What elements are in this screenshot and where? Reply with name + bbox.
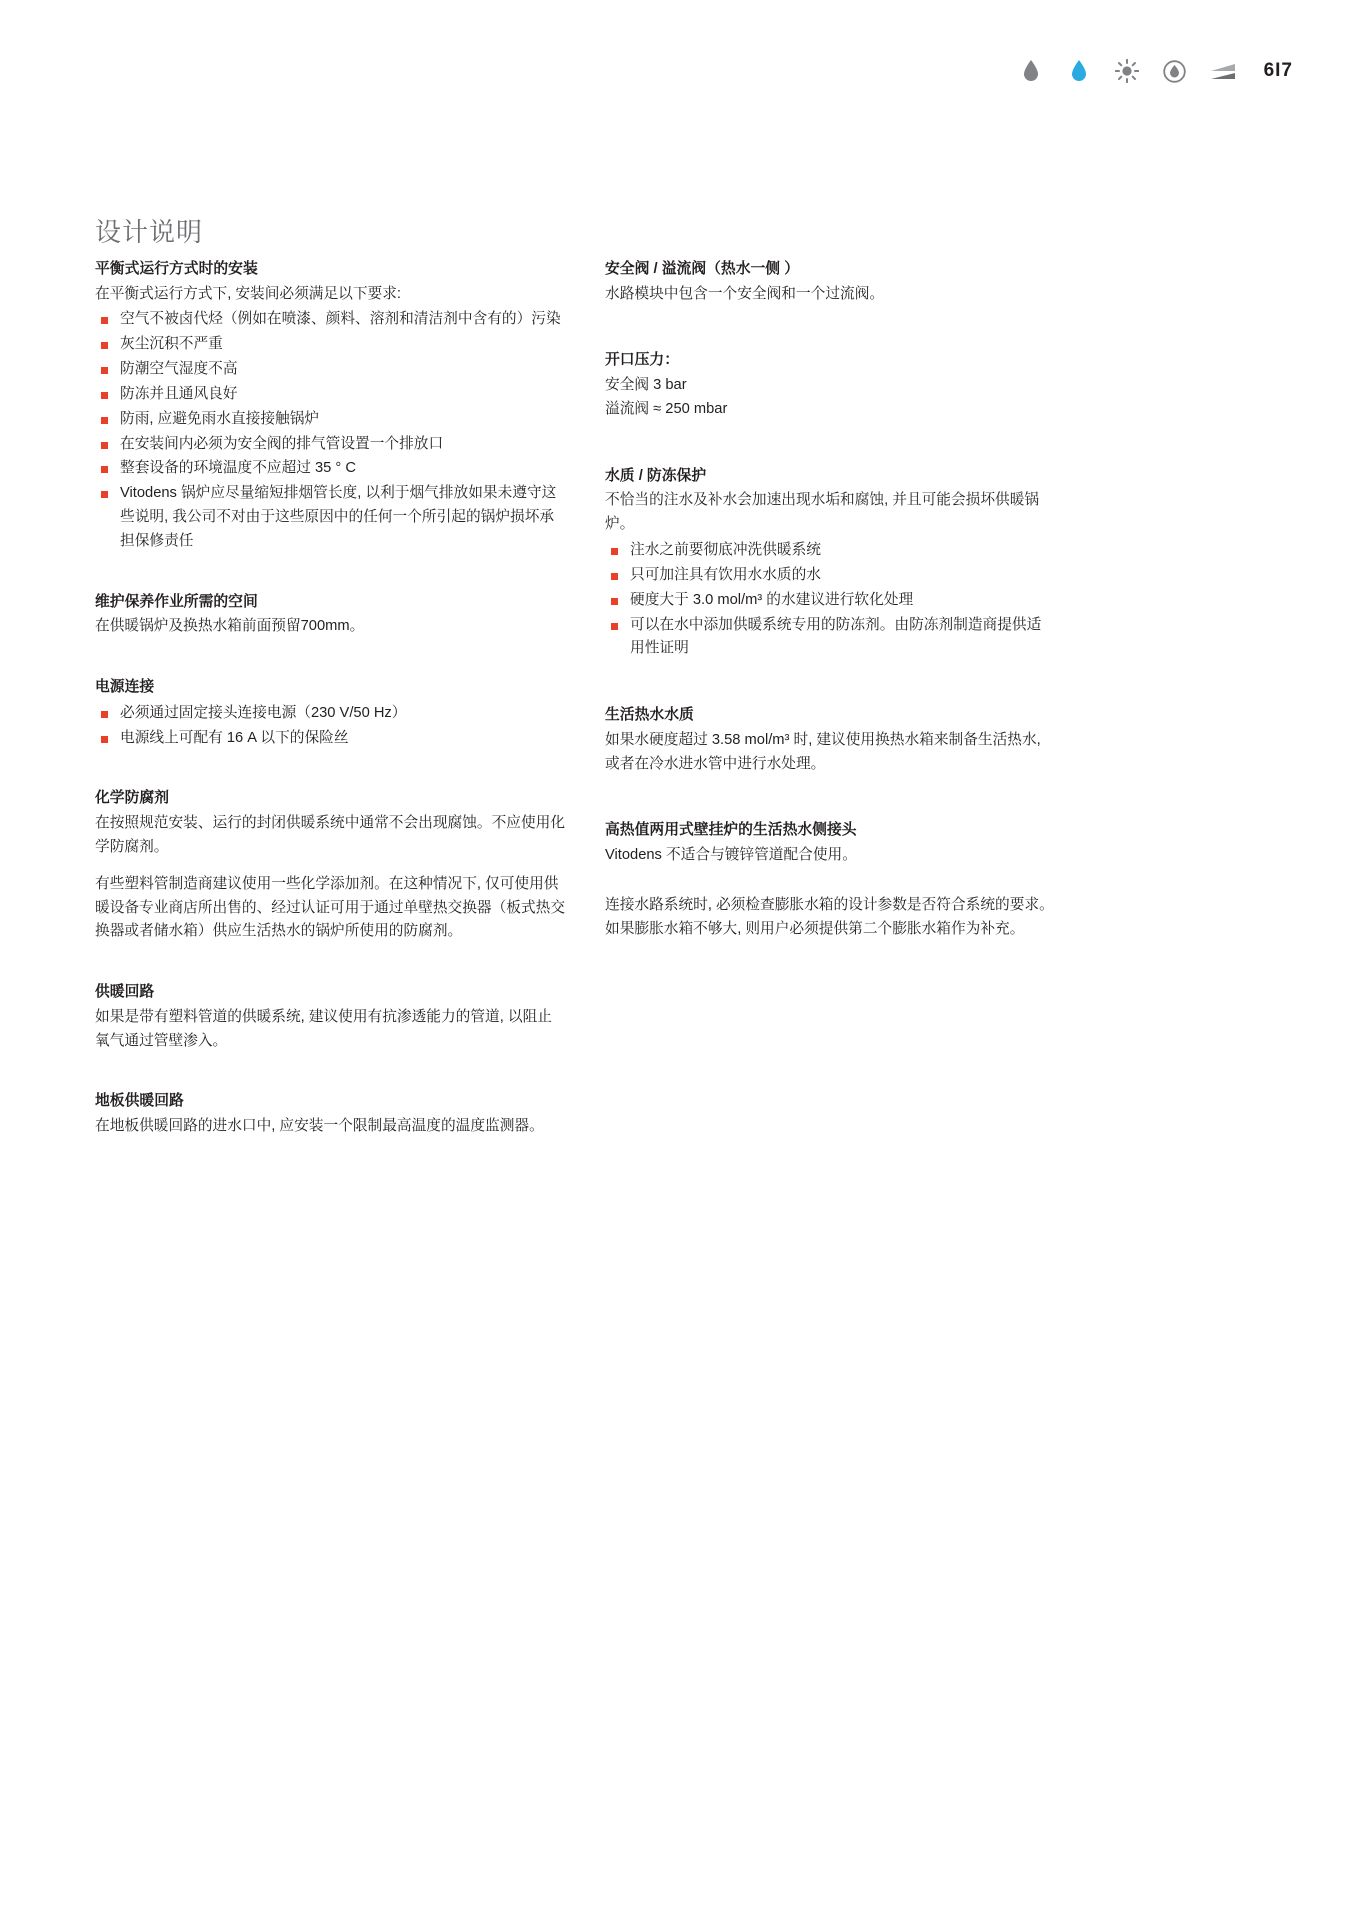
list-item: 防潮空气湿度不高 xyxy=(95,358,565,382)
bullet-list xyxy=(95,308,565,553)
section-paragraph: 在供暖锅炉及换热水箱前面预留700mm。 xyxy=(95,618,365,635)
header-icon-bar xyxy=(1018,58,1293,84)
list-item: Vitodens 锅炉应尽量缩短排烟管长度, 以利于烟气排放如果未遵守这些说明, 我公司不对由于这些原因中的任何一个所引起的锅炉损坏承担保修责任 xyxy=(95,482,565,553)
list-item: 空气不被卤代烃（例如在喷漆、颜料、溶剂和清洁剂中含有的）污染 xyxy=(95,308,565,332)
sun-icon xyxy=(1114,58,1140,84)
list-item: 防冻并且通风良好 xyxy=(95,383,565,407)
section-safety-valve xyxy=(605,258,1055,306)
section-maintenance-space xyxy=(95,591,565,639)
section-paragraph: 不恰当的注水及补水会加速出现水垢和腐蚀, 并且可能会损坏供暖锅炉。 xyxy=(605,492,1040,533)
section-paragraph: Vitodens 不适合与镀锌管道配合使用。 xyxy=(605,847,857,864)
list-item: 电源线上可配有 16 A 以下的保险丝 xyxy=(95,727,565,751)
section-paragraph: 在按照规范安装、运行的封闭供暖系统中通常不会出现腐蚀。不应使用化学防腐剂。 xyxy=(95,815,566,855)
section-heading: 维护保养作业所需的空间 xyxy=(95,593,258,610)
list-item: 整套设备的环境温度不应超过 35 ° C xyxy=(95,457,565,481)
section-dhw-quality xyxy=(605,704,1055,776)
list-item: 只可加注具有饮用水水质的水 xyxy=(605,564,1055,588)
section-water-quality-frost-protection xyxy=(605,465,1055,661)
section-heating-circuit xyxy=(95,981,565,1053)
bullet-list xyxy=(95,702,565,751)
section-heading: 供暖回路 xyxy=(95,984,155,1001)
list-item: 注水之前要彻底冲洗供暖系统 xyxy=(605,539,1055,563)
section-paragraph: 安全阀 3 bar xyxy=(605,377,687,394)
section-underfloor-heating-circuit xyxy=(95,1090,565,1138)
section-paragraph: 如果是带有塑料管道的供暖系统, 建议使用有抗渗透能力的管道, 以阻止氧气通过管壁渗入。 xyxy=(95,1008,552,1049)
section-heading: 电源连接 xyxy=(95,679,155,696)
section-balanced-flue-installation xyxy=(95,258,565,554)
section-paragraph: 连接水路系统时, 必须检查膨胀水箱的设计参数是否符合系统的要求。如果膨胀水箱不够大, 则用户必须提供第二个膨胀水箱作为补充。 xyxy=(605,896,1054,937)
left-column xyxy=(95,258,565,1139)
section-heading: 安全阀 / 溢流阀（热水一侧 ） xyxy=(605,261,800,277)
section-heading: 生活热水水质 xyxy=(605,707,694,724)
section-heading: 平衡式运行方式时的安装 xyxy=(95,261,258,277)
section-heading: 地板供暖回路 xyxy=(95,1093,184,1110)
section-paragraph: 溢流阀 ≈ 250 mbar xyxy=(605,400,728,417)
oil-drop-icon xyxy=(1162,58,1188,84)
section-power-connection xyxy=(95,676,565,750)
section-opening-pressure xyxy=(605,349,1055,421)
list-item: 硬度大于 3.0 mol/m³ 的水建议进行软化处理 xyxy=(605,589,1055,613)
page-title: 设计说明 xyxy=(95,217,204,247)
section-heading: 化学防腐剂 xyxy=(95,790,169,807)
bullet-list xyxy=(605,539,1055,661)
list-item: 防雨, 应避免雨水直接接触锅炉 xyxy=(95,408,565,432)
list-item: 灰尘沉积不严重 xyxy=(95,333,565,357)
section-combi-boiler-dhw-connection xyxy=(605,819,1055,941)
section-paragraph: 水路模块中包含一个安全阀和一个过流阀。 xyxy=(605,285,885,302)
section-paragraph: 如果水硬度超过 3.58 mol/m³ 时, 建议使用换热水箱来制备生活热水, 或者在冷水进水管中进行水处理。 xyxy=(605,731,1041,772)
section-chemical-inhibitor xyxy=(95,787,565,944)
section-heading: 高热值两用式壁挂炉的生活热水侧接头 xyxy=(605,822,857,839)
list-item: 必须通过固定接头连接电源（230 V/50 Hz） xyxy=(95,702,565,726)
list-item: 可以在水中添加供暖系统专用的防冻剂。由防冻剂制造商提供适用性证明 xyxy=(605,614,1055,662)
right-column xyxy=(605,258,1055,942)
water-drop-icon xyxy=(1018,58,1044,84)
section-paragraph: 在地板供暖回路的进水口中, 应安装一个限制最高温度的温度监测器。 xyxy=(95,1118,544,1135)
section-paragraph: 在平衡式运行方式下, 安装间必须满足以下要求: xyxy=(95,285,401,302)
solar-panel-icon xyxy=(1210,58,1236,84)
list-item: 在安装间内必须为安全阀的排气管设置一个排放口 xyxy=(95,433,565,457)
section-heading: 开口压力： xyxy=(605,352,679,369)
flame-icon xyxy=(1066,58,1092,84)
page-number: 6I7 xyxy=(1263,60,1293,81)
section-heading: 水质 / 防冻保护 xyxy=(605,467,707,484)
section-paragraph: 有些塑料管制造商建议使用一些化学添加剂。在这种情况下, 仅可使用供暖设备专业商店所出售的、经过认证可用于通过单壁热交换器（板式热交换器或者储水箱）供应生活热水的锅炉所使用的防腐剂。 xyxy=(95,875,566,940)
